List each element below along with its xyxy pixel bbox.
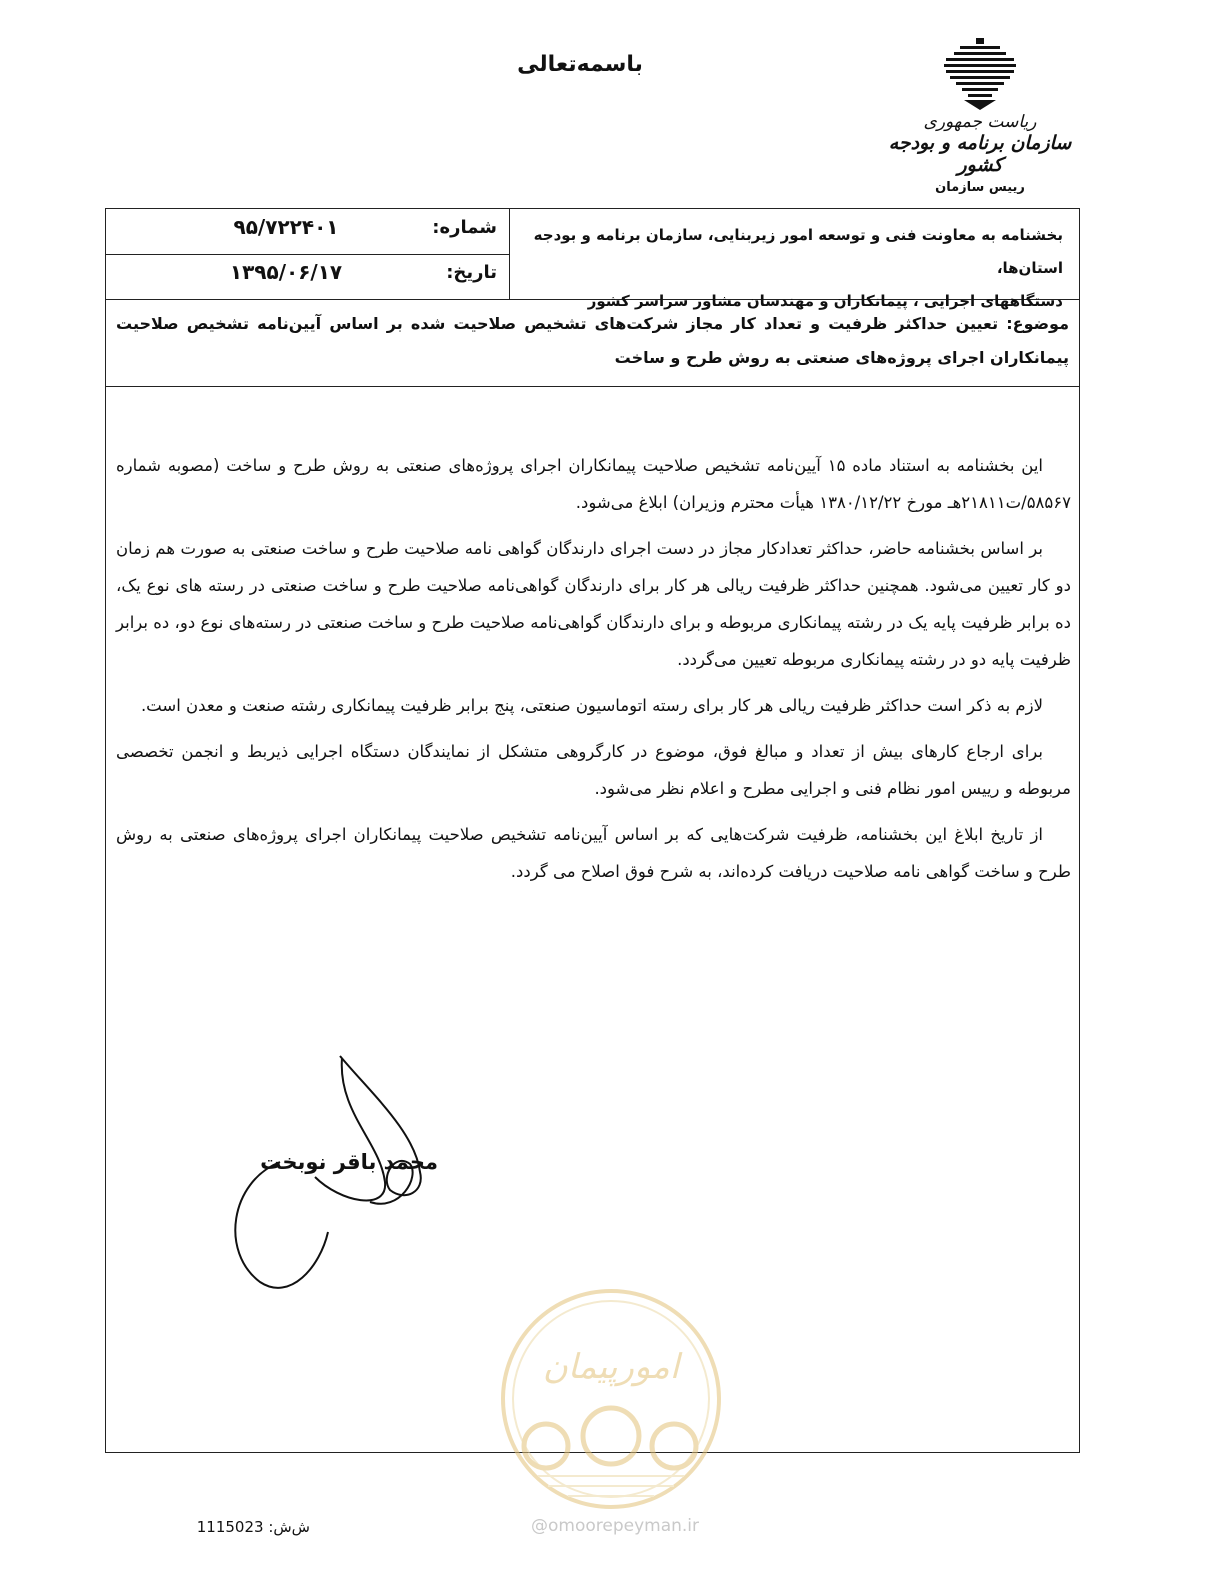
header-row	[106, 209, 1079, 310]
recipients-line-2: دستگاههای اجرایی ، پیمانکاران و مهندسان مشاور سراسر کشور	[587, 292, 1063, 310]
recipients-cell	[509, 209, 1079, 310]
number-value: ۹۵/۷۲۲۴۰۱	[233, 215, 339, 239]
letter-body	[116, 447, 1071, 899]
org-line-head: رییس سازمان	[935, 180, 1025, 195]
recipients-line-1: بخشنامه به معاونت فنی و توسعه امور زیربنایی، سازمان برنامه و بودجه استان‌ها،	[533, 226, 1063, 277]
watermark-seal	[498, 1286, 724, 1512]
subject-line: موضوع: تعیین حداکثر ظرفیت و تعداد کار مجاز شرکت‌های تشخیص صلاحیت شده بر اساس آیین‌نامه تشخیص صلاحیت پیمانکاران اجرای پروژه‌های صنعتی به روش طرح و ساخت	[106, 299, 1079, 387]
date-row	[106, 254, 509, 299]
number-label: شماره:	[432, 217, 497, 238]
date-label: تاریخ:	[446, 262, 497, 283]
org-line-presidency: ریاست جمهوری	[923, 112, 1037, 132]
basmala-heading: باسمه‌تعالی	[517, 52, 643, 77]
number-row	[106, 209, 509, 255]
body-paragraph: برای ارجاع کارهای بیش از تعداد و مبالغ فوق، موضوع در کارگروهی متشکل از نمایندگان دستگاه اجرایی ذیربط و انجمن تخصصی مربوطه و رییس امور نظام فنی و اجرایی مطرح و اعلام نظر می‌شود.	[116, 742, 1071, 798]
watermark-logo-text: امورپیمان	[542, 1347, 680, 1387]
emblem-icon	[940, 38, 1020, 110]
date-value: ۱۳۹۵/۰۶/۱۷	[229, 260, 343, 284]
org-line-name: سازمان برنامه و بودجه کشور	[888, 132, 1072, 176]
footer-reference: ش‌ش: 1115023	[196, 1518, 310, 1536]
body-paragraph: لازم به ذکر است حداکثر ظرفیت ریالی هر کار برای رسته اتوماسیون صنعتی، پنج برابر ظرفیت پیمانکاری رشته صنعت و معدن است.	[140, 696, 1043, 715]
body-paragraph: این بخشنامه به استناد ماده ۱۵ آیین‌نامه تشخیص صلاحیت پیمانکاران اجرای پروژه‌های صنعتی به روش طرح و ساخت (مصوبه شماره ۵۸۵۶۷/ت۲۱۸۱۱هـ مورخ ۱۳۸۰/۱۲/۲۲ هیأت محترم وزیران) ابلاغ می‌شود.	[116, 456, 1071, 512]
body-paragraph: بر اساس بخشنامه حاضر، حداکثر تعدادکار مجاز در دست اجرای دارندگان گواهی نامه صلاحیت طرح و ساخت صنعتی به صورت هم زمان دو کار تعیین می‌شود. همچنین حداکثر ظرفیت ریالی هر کار برای دارندگان گواهی‌نامه صلاحیت طرح و ساخت صنعتی در رسته های نوع یک، ده برابر ظرفیت پایه یک در رشته پیمانکاری مربوطه و برای دارندگان گواهی‌نامه صلاحیت طرح و ساخت صنعتی در رسته‌های نوع دو، ده برابر ظرفیت پایه دو در رشته پیمانکاری مربوطه تعیین می‌گردد.	[116, 539, 1071, 669]
signer-name: محمد باقر نوبخت	[260, 1150, 438, 1174]
body-paragraph: از تاریخ ابلاغ این بخشنامه، ظرفیت شرکت‌هایی که بر اساس آیین‌نامه تشخیص صلاحیت پیمانکاران اجرای پروژه‌های صنعتی به روش طرح و ساخت گواهی نامه صلاحیت دریافت کرده‌اند، به شرح فوق اصلاح می گردد.	[116, 825, 1071, 881]
meta-cell	[106, 209, 509, 299]
watermark-site: @omoorepeyman.ir	[530, 1516, 700, 1536]
org-logo-block	[880, 38, 1080, 195]
